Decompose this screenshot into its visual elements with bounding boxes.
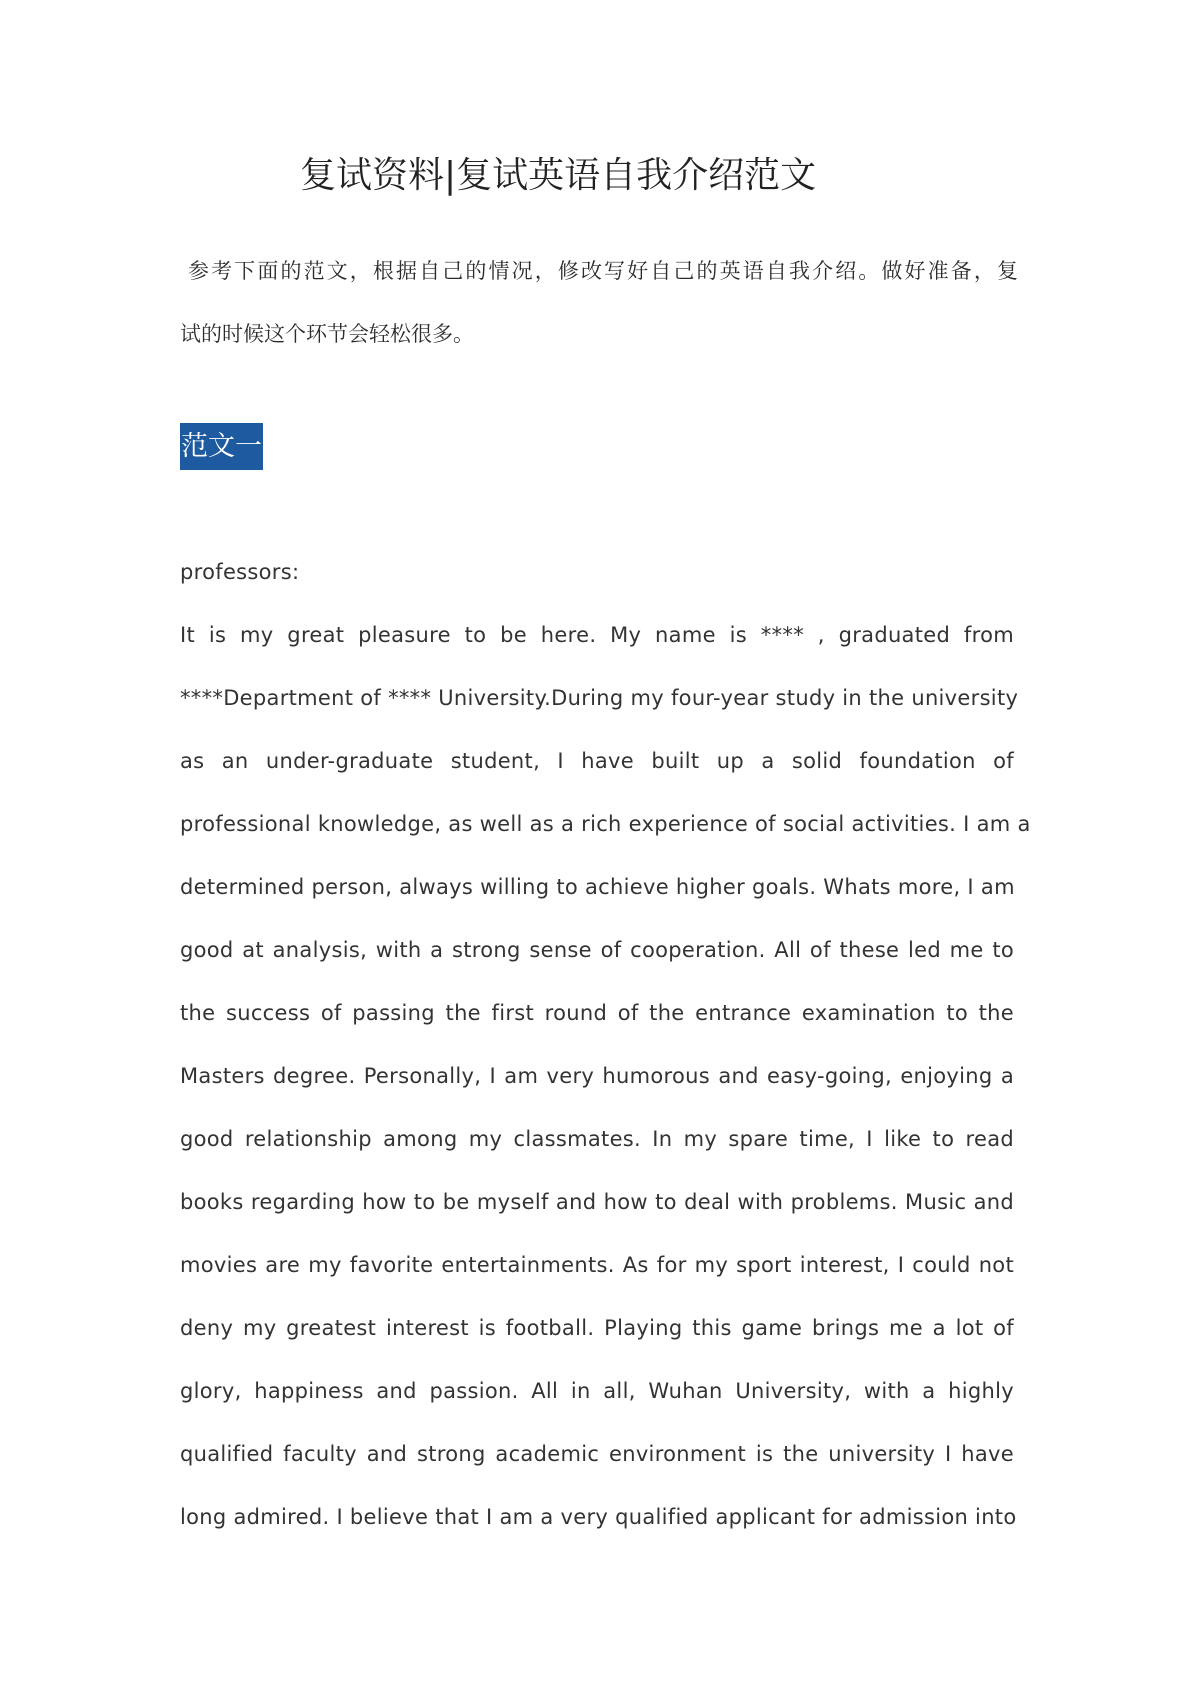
body-line: determined person, always willing to achieve higher goals. Whats more, I am <box>180 875 1015 899</box>
body-line: the success of passing the first round of the entrance examination to the <box>180 1001 1014 1025</box>
body-line: Masters degree. Personally, I am very humorous and easy-going, enjoying a <box>180 1064 1014 1088</box>
body-line: It is my great pleasure to be here. My name is **** , graduated from <box>180 623 1014 647</box>
body-line: qualified faculty and strong academic environment is the university I have <box>180 1442 1014 1466</box>
intro-line: 参考下面的范文，根据自己的情况，修改写好自己的英语自我介绍。做好准备，复 <box>188 259 1018 283</box>
body-line: good relationship among my classmates. In my spare time, I like to read <box>180 1127 1014 1151</box>
body-line: professional knowledge, as well as a rich experience of social activities. I am a <box>180 812 1031 836</box>
body-line: deny my greatest interest is football. Playing this game brings me a lot of <box>180 1316 1014 1340</box>
body-line: good at analysis, with a strong sense of cooperation. All of these led me to <box>180 938 1014 962</box>
body-line: long admired. I believe that I am a very qualified applicant for admission into <box>180 1505 1017 1529</box>
sample-essay-body <box>180 541 1031 1549</box>
body-line: books regarding how to be myself and how to deal with problems. Music and <box>180 1190 1014 1214</box>
intro-paragraph <box>180 240 1018 366</box>
salutation-line: professors: <box>180 560 300 584</box>
section-heading-highlighted: 范文一 <box>180 423 263 470</box>
body-line: glory, happiness and passion. All in all, Wuhan University, with a highly <box>180 1379 1014 1403</box>
body-line: movies are my favorite entertainments. As for my sport interest, I could not <box>180 1253 1014 1277</box>
body-line: ****Department of **** University.During my four-year study in the university <box>180 686 1019 710</box>
intro-line: 试的时候这个环节会轻松很多。 <box>180 322 474 346</box>
body-line: as an under-graduate student, I have built up a solid foundation of <box>180 749 1014 773</box>
document-title: 复试资料|复试英语自我介绍范文 <box>300 155 817 196</box>
